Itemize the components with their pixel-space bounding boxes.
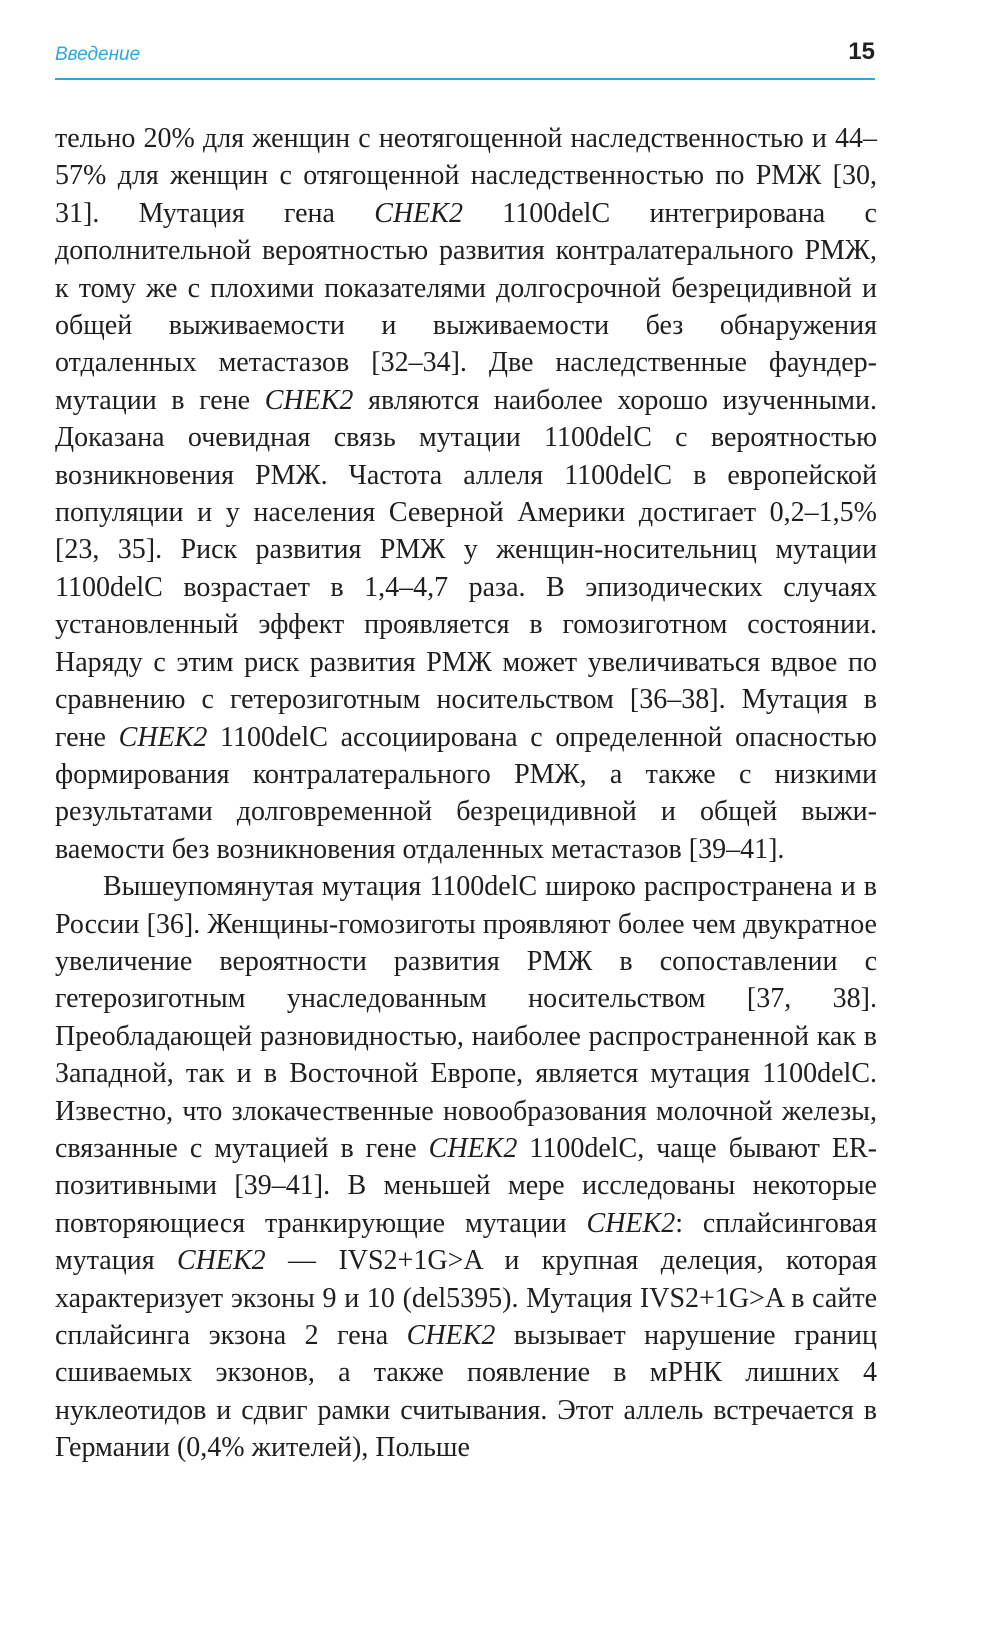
gene-name: CHEK2 bbox=[374, 197, 463, 229]
text-run: 1100delC ассоциирована с определенной опасностью формирования контралатерального РМЖ, а также с низкими результатами долговременной безрецидивной и общей выживаемости без возникновения отдаленных метастазов [39–41]. bbox=[55, 721, 877, 865]
text-run: тельно 20% для женщин с неотягощенной наследственностью и 44–57% для женщин с отягощенной наследственностью по РМЖ [30, 31]. Мутация гена bbox=[55, 123, 877, 229]
gene-name: CHEK2 bbox=[176, 1245, 266, 1277]
gene-name: CHEK2 bbox=[406, 1320, 496, 1351]
header-divider bbox=[55, 78, 875, 80]
paragraph-2 bbox=[55, 868, 877, 1467]
running-head bbox=[55, 38, 875, 74]
paragraph-1 bbox=[55, 120, 877, 868]
gene-name: CHEK2 bbox=[428, 1132, 518, 1164]
text-run: Вышеупомянутая мутация 1100delC широко распространена и в России [36]. Женщины-гомозиготы проявляют более чем двукратное увеличение вероятности развития РМЖ в сопоставлении с гетерозиготным унаследованным носительством [37, 38]. Преобладающей разновидностью, наиболее распространенной как в Западной, так и в Восточной Европе, является мутация 1100delC. Известно, что злокачественные новообразования молочной железы, связанные с мутацией в гене bbox=[55, 871, 877, 1164]
gene-name: CHEK2 bbox=[264, 384, 354, 416]
page-number: 15 bbox=[848, 38, 875, 65]
text-run: вызывает нарушение границ сшиваемых экзонов, а также появление в мРНК лишних 4 нуклеотидов и сдвиг рамки считывания. Этот аллель встречается в Германии (0,4% жителей), Польше bbox=[55, 1320, 877, 1464]
text-run: — IVS2+1G>A и крупная делеция, которая характеризует экзоны 9 и 10 (del5395). Мутация IVS2+1G>A в сайте сплайсинга экзона 2 гена bbox=[55, 1245, 877, 1351]
text-run: : сплайсинговая мутация bbox=[55, 1207, 877, 1277]
text-run: являются наиболее хорошо изученными. Доказана очевидная связь мутации 1100delC с вероятностью возникновения РМЖ. Частота аллеля 1100delC в европейской популяции и у населения Северной Америки достигает 0,2–1,5% [23, 35]. Риск развития РМЖ у женщин-носительниц мутации 1100delC возрастает в 1,4–4,7 раза. В эпизодических случаях установленный эффект проявляется в гомозиготном состоянии. Наряду с этим риск развития РМЖ может увеличиваться вдвое по сравнению с гетерозиготным носительством [36–38]. Мутация в гене bbox=[55, 384, 878, 753]
text-run: 1100delC интегрирована с дополнительной вероятностью развития контралатерального РМЖ, к тому же с плохими показателями долгосрочной безрецидивной и общей выживаемости и выживаемости без обнаружения отдаленных метастазов [32–34]. Две наследственные фаундер-мутации в гене bbox=[55, 197, 877, 416]
gene-name: CHEK2 bbox=[586, 1207, 676, 1239]
text-run: 1100delC, чаще бывают ER-позитивными [39–41]. В меньшей мере исследованы некоторые повторяющиеся транкирующие мутации bbox=[55, 1132, 877, 1239]
section-title: Введение bbox=[55, 44, 141, 65]
gene-name: CHEK2 bbox=[118, 721, 208, 753]
body-text bbox=[55, 120, 877, 1467]
